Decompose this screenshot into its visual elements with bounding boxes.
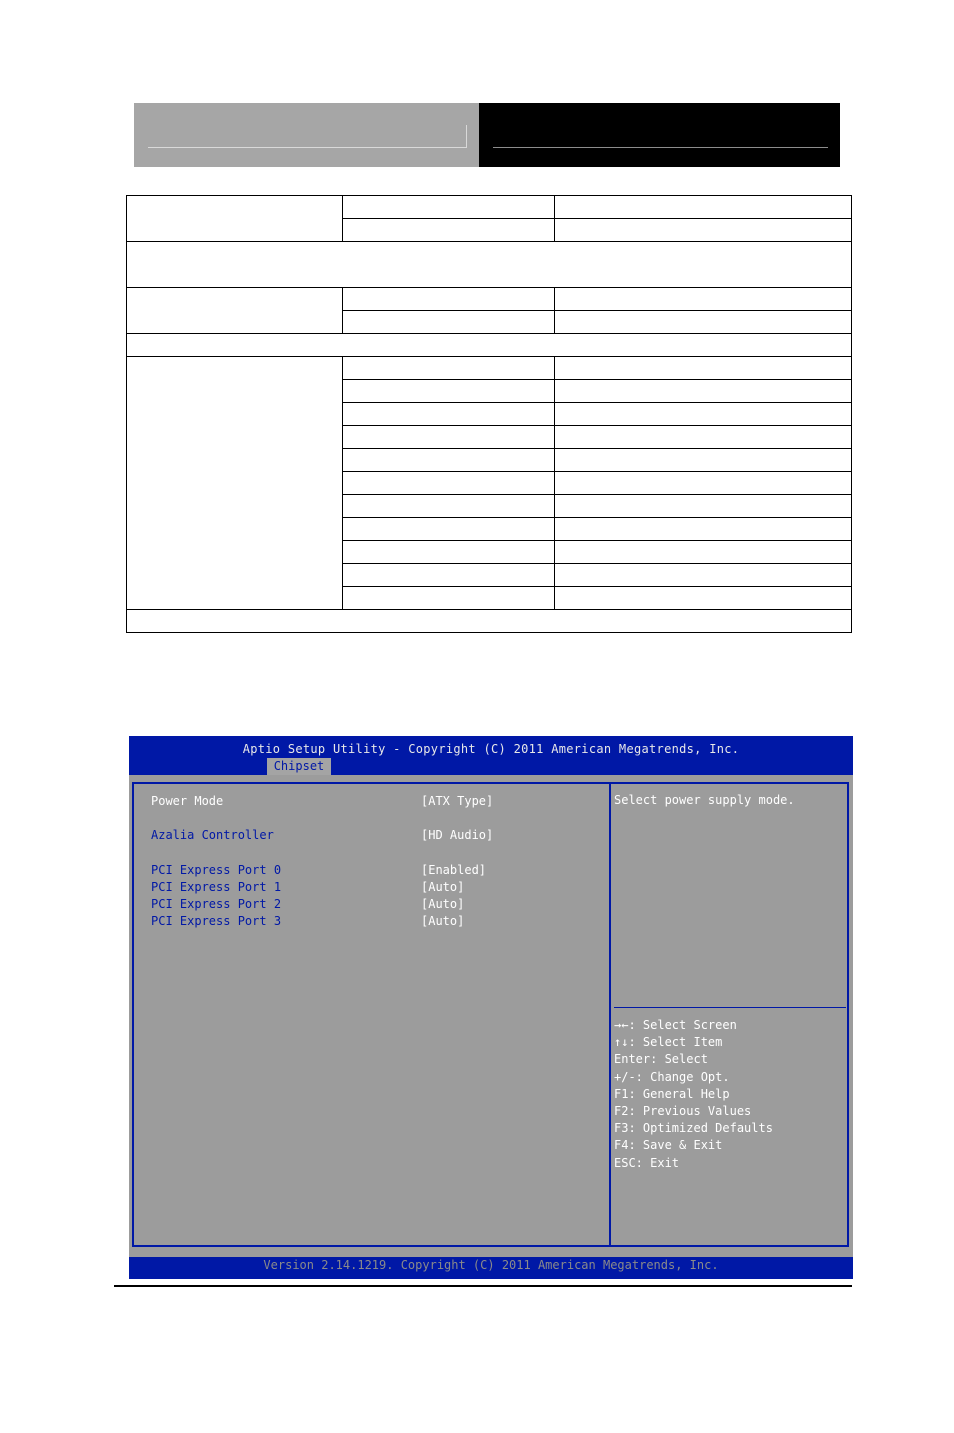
spec-cell xyxy=(343,380,555,403)
spec-cell xyxy=(343,311,555,334)
key-hint: →←: Select Screen xyxy=(614,1018,737,1032)
key-hint: F2: Previous Values xyxy=(614,1103,752,1118)
bios-title-bar xyxy=(129,736,853,775)
spec-cell xyxy=(343,219,555,242)
spec-cell xyxy=(555,518,852,541)
spec-cell xyxy=(343,495,555,518)
menu-item-pcie-port-2[interactable] xyxy=(151,896,465,913)
key-hint: ↑↓: Select Item xyxy=(614,1035,723,1050)
spec-cell xyxy=(127,334,852,357)
key-hint: F4: Save & Exit xyxy=(614,1138,723,1153)
spec-cell xyxy=(555,311,852,334)
spec-cell xyxy=(343,288,555,311)
spec-cell xyxy=(555,449,852,472)
menu-item-label: PCI Express Port 2 xyxy=(151,897,282,911)
spec-cell xyxy=(555,587,852,610)
spec-cell xyxy=(343,564,555,587)
menu-item-pcie-port-0[interactable] xyxy=(151,862,487,879)
key-legend xyxy=(614,1017,773,1172)
spec-cell xyxy=(555,288,852,311)
menu-item-value[interactable]: [ATX Type] xyxy=(421,794,494,808)
header-right-band xyxy=(479,103,840,167)
bios-panel-divider xyxy=(609,782,611,1247)
spec-cell xyxy=(343,403,555,426)
spec-cell xyxy=(127,242,852,288)
key-hint: F1: General Help xyxy=(614,1086,730,1101)
spec-cell xyxy=(555,564,852,587)
key-hint: +/-: Change Opt. xyxy=(614,1069,730,1084)
key-hint: Enter: Select xyxy=(614,1052,708,1067)
spec-cell xyxy=(555,196,852,219)
page-bottom-rule xyxy=(114,1285,852,1287)
bios-screen xyxy=(129,736,853,1279)
header-left-band xyxy=(134,103,479,167)
menu-item-value[interactable]: [HD Audio] xyxy=(421,828,494,842)
spec-cell xyxy=(555,426,852,449)
help-divider xyxy=(614,1007,846,1008)
menu-item-label: Azalia Controller xyxy=(151,828,274,842)
header-left-rule xyxy=(148,147,467,148)
spec-cell xyxy=(555,219,852,242)
spec-cell xyxy=(555,472,852,495)
key-hint: ESC: Exit xyxy=(614,1155,680,1170)
menu-item-label: Power Mode xyxy=(151,794,224,808)
menu-item-pcie-port-3[interactable] xyxy=(151,913,465,930)
header-left-tick xyxy=(466,125,467,148)
spec-cell xyxy=(555,380,852,403)
spec-cell xyxy=(343,196,555,219)
spec-cell xyxy=(127,196,343,242)
spec-cell xyxy=(343,357,555,380)
bios-footer: Version 2.14.1219. Copyright (C) 2011 American Megatrends, Inc. xyxy=(129,1257,853,1279)
menu-item-value[interactable]: [Enabled] xyxy=(421,863,487,877)
spec-cell xyxy=(343,426,555,449)
spec-cell xyxy=(343,587,555,610)
spec-cell xyxy=(555,541,852,564)
help-text: Select power supply mode. xyxy=(614,793,795,807)
menu-item-label: PCI Express Port 0 xyxy=(151,863,282,877)
spec-table xyxy=(126,195,852,633)
spec-cell xyxy=(127,288,343,334)
spec-cell xyxy=(343,472,555,495)
menu-item-power-mode[interactable] xyxy=(151,793,494,810)
tab-chipset[interactable]: Chipset xyxy=(267,758,331,775)
spec-cell xyxy=(555,403,852,426)
header-right-rule xyxy=(493,147,828,148)
menu-item-azalia-controller[interactable] xyxy=(151,827,494,844)
spec-cell xyxy=(555,495,852,518)
bios-main-frame xyxy=(132,782,849,1247)
spec-cell xyxy=(555,357,852,380)
bios-title: Aptio Setup Utility - Copyright (C) 2011 American Megatrends, Inc. xyxy=(242,742,740,756)
spec-cell xyxy=(343,449,555,472)
menu-item-value[interactable]: [Auto] xyxy=(421,897,465,911)
key-hint: F3: Optimized Defaults xyxy=(614,1121,773,1136)
menu-item-value[interactable]: [Auto] xyxy=(421,914,465,928)
spec-cell xyxy=(127,610,852,633)
menu-item-label: PCI Express Port 3 xyxy=(151,914,282,928)
spec-cell xyxy=(127,357,343,610)
menu-item-pcie-port-1[interactable] xyxy=(151,879,465,896)
menu-item-value[interactable]: [Auto] xyxy=(421,880,465,894)
spec-cell xyxy=(343,541,555,564)
menu-item-label: PCI Express Port 1 xyxy=(151,880,282,894)
spec-cell xyxy=(343,518,555,541)
